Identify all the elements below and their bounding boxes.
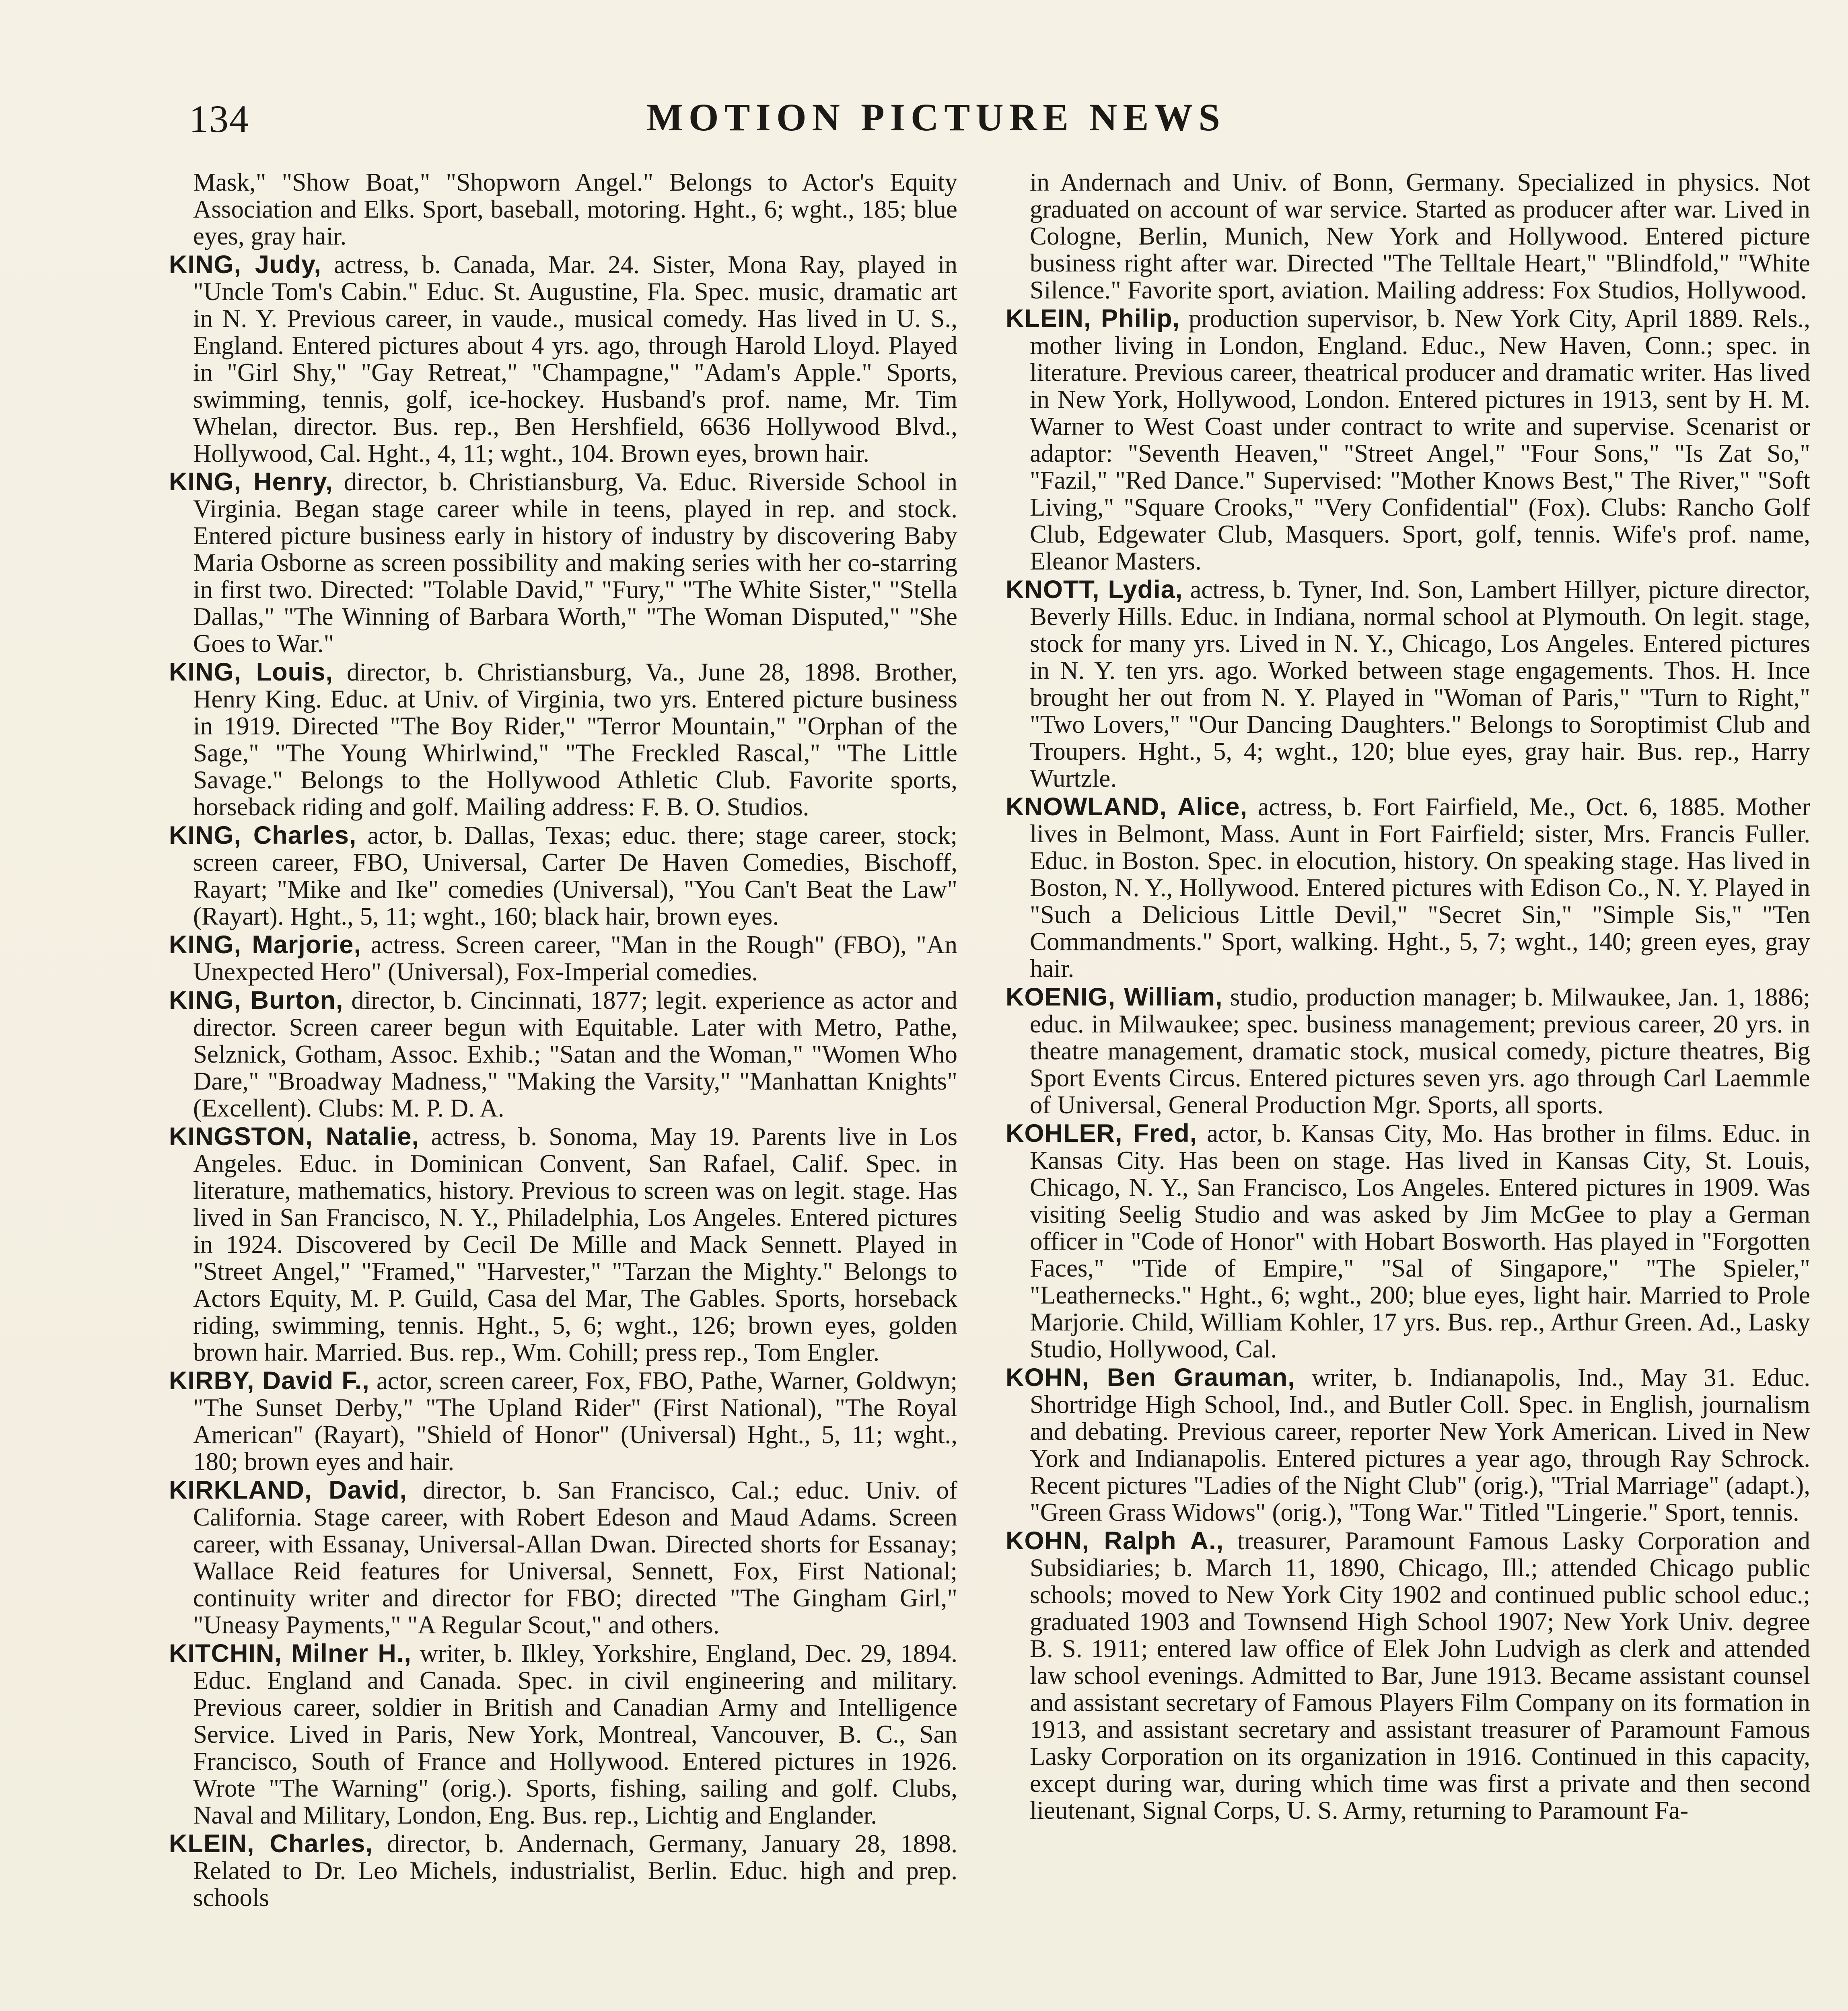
entry-text: writer, b. Ilkley, Yorkshire, England, Dec. 29, 1894. Educ. England and Canada. Spec. in civil engineering and military. Previous career, soldier in British and Canadian Army and Intelligence Service. Lived in Paris, New York, Montreal, Vancouver, B. C., San Francisco, South of France and Hollywood. Entered pictures in 1926. Wrote "The Warning" (orig.). Sports, fishing, sailing and golf. Clubs, Naval and Military, London, Eng. Bus. rep., Lichtig and Englander. (193, 1639, 957, 1829)
entry-name: KIRBY, David F., (169, 1367, 370, 1395)
entry-name: KOHN, Ben Grauman, (1006, 1363, 1295, 1392)
entry-name: KNOWLAND, Alice, (1006, 793, 1248, 821)
running-header-title: MOTION PICTURE NEWS (646, 96, 1226, 139)
biography-entry (169, 469, 957, 657)
entry-text: actress, b. Canada, Mar. 24. Sister, Mona Ray, played in "Uncle Tom's Cabin." Educ. St. Augustine, Fla. Spec. music, dramatic art in N. Y. Previous career, in vaude., musical comedy. Has lived in U. S., England. Entered pictures about 4 yrs. ago, through Harold Lloyd. Played in "Girl Shy," "Gay Retreat," "Champagne," "Adam's Apple." Sports, swimming, tennis, golf, ice-hockey. Husband's prof. name, Mr. Tim Whelan, director. Bus. rep., Ben Hershfield, 6636 Hollywood Blvd., Hollywood, Cal. Hght., 4, 11; wght., 104. Brown eyes, brown hair. (193, 251, 957, 467)
entry-name: KLEIN, Philip, (1006, 304, 1180, 333)
entry-name: KING, Burton, (169, 986, 344, 1014)
biography-entry (1006, 794, 1810, 982)
entry-text: actress, b. Fort Fairfield, Me., Oct. 6, 1885. Mother lives in Belmont, Mass. Aunt in Fort Fairfield; sister, Mrs. Francis Fuller. Educ. in Boston. Spec. in elocution, history. On speaking stage. Has lived in Boston, N. Y., Hollywood. Entered pictures with Edison Co., N. Y. Played in "Such a Delicious Little Devil," "Secret Sin," "Simple Sis," "Ten Commandments." Sport, walking. Hght., 5, 7; wght., 140; green eyes, gray hair. (1030, 793, 1810, 983)
biography-entry (169, 1830, 957, 1911)
entry-name: KNOTT, Lydia, (1006, 576, 1183, 604)
entry-text: Mask," "Show Boat," "Shopworn Angel." Belongs to Actor's Equity Association and Elks. Sport, baseball, motoring. Hght., 6; wght., 185; blue eyes, gray hair. (193, 169, 957, 250)
entry-name: KOHLER, Fred, (1006, 1119, 1198, 1147)
entry-name: KINGSTON, Natalie, (169, 1123, 420, 1151)
biography-entry (1006, 1364, 1810, 1526)
biography-entry (1006, 576, 1810, 792)
entry-name: KING, Judy, (169, 251, 321, 279)
biography-entry (169, 659, 957, 820)
entry-name: KOENIG, William, (1006, 983, 1223, 1011)
biography-entry (169, 1123, 957, 1366)
entry-name: KING, Louis, (169, 658, 333, 686)
entry-name: KOHN, Ralph A., (1006, 1527, 1224, 1555)
entry-name: KLEIN, Charles, (169, 1830, 373, 1858)
entry-text: actor, b. Dallas, Texas; educ. there; stage career, stock; screen career, FBO, Universal, Carter De Haven Comedies, Bischoff, Rayart; "Mike and Ike" comedies (Universal), "You Can't Beat the Law" (Rayart). Hght., 5, 11; wght., 160; black hair, brown eyes. (193, 821, 957, 930)
entry-text: treasurer, Paramount Famous Lasky Corporation and Subsidiaries; b. March 11, 1890, Chicago, Ill.; attended Chicago public schools; moved to New York City 1902 and continued public school educ.; graduated 1903 and Townsend High School 1907; New York Univ. degree B. S. 1911; entered law office of Elek John Ludvigh as clerk and attended law school evenings. Admitted to Bar, June 1913. Became assistant counsel and assistant secretary of Famous Players Film Company on its formation in 1913, and assistant secretary and assistant treasurer of Paramount Famous Lasky Corporation on its organization in 1916. Continued in this capacity, except during war, during which time was first a private and then second lieutenant, Signal Corps, U. S. Army, returning to Paramount Fa- (1030, 1527, 1810, 1824)
biography-entry (1006, 1120, 1810, 1363)
biography-entry (1006, 1528, 1810, 1824)
entry-name: KING, Charles, (169, 821, 357, 849)
entry-text: in Andernach and Univ. of Bonn, Germany. Specialized in physics. Not graduated on account of war service. Started as producer after war. Lived in Cologne, Berlin, Munich, New York and Hollywood. Entered picture business right after war. Directed "The Telltale Heart," "Blindfold," "White Silence." Favorite sport, aviation. Mailing address: Fox Studios, Hollywood. (1030, 169, 1810, 304)
entry-text: director, b. Christiansburg, Va., June 28, 1898. Brother, Henry King. Educ. at Univ. of Virginia, two yrs. Entered picture business in 1919. Directed "The Boy Rider," "Terror Mountain," "Orphan of the Sage," "The Young Whirlwind," "The Freckled Rascal," "The Little Savage." Belongs to the Hollywood Athletic Club. Favorite sports, horseback riding and golf. Mailing address: F. B. O. Studios. (193, 658, 957, 821)
entry-text: actor, b. Kansas City, Mo. Has brother in films. Educ. in Kansas City. Has been on stage. Has lived in Kansas City, St. Louis, Chicago, N. Y., San Francisco, Los Angeles. Entered pictures in 1909. Was visiting Seelig Studio and was asked by Jim McGee to play a German officer in "Code of Honor" with Hobart Bosworth. Has played in "Forgotten Faces," "Tide of Empire," "Sal of Singapore," "The Spieler," "Leathernecks." Hght., 6; wght., 200; blue eyes, light hair. Married to Prole Marjorie. Child, William Kohler, 17 yrs. Bus. rep., Arthur Green. Ad., Lasky Studio, Hollywood, Cal. (1030, 1119, 1810, 1363)
entry-continuation (169, 169, 957, 250)
entry-text: actress, b. Sonoma, May 19. Parents live in Los Angeles. Educ. in Dominican Convent, San Rafael, Calif. Spec. in literature, mathematics, history. Previous to screen was on legit. stage. Has lived in San Francisco, N. Y., Philadelphia, Los Angeles. Entered pictures in 1924. Discovered by Cecil De Mille and Mack Sennett. Played in "Street Angel," "Framed," "Harvester," "Tarzan the Mighty." Belongs to Actors Equity, M. P. Guild, Casa del Mar, The Gables. Sports, horseback riding, swimming, tennis. Hght., 5, 6; wght., 126; brown eyes, golden brown hair. Married. Bus. rep., Wm. Cohill; press rep., Tom Engler. (193, 1123, 957, 1366)
entry-text: director, b. San Francisco, Cal.; educ. Univ. of California. Stage career, with Robert Edeson and Maud Adams. Screen career, with Essanay, Universal-Allan Dwan. Directed shorts for Essanay; Wallace Reid features for Universal, Sennett, Fox, First National; continuity writer and director for FBO; directed "The Gingham Girl," "Uneasy Payments," "A Regular Scout," and others. (193, 1476, 957, 1639)
left-column (169, 169, 957, 2011)
biography-entry (169, 931, 957, 985)
biography-entry (169, 822, 957, 930)
entry-text: director, b. Cincinnati, 1877; legit. experience as actor and director. Screen career begun with Equitable. Later with Metro, Pathe, Selznick, Gotham, Assoc. Exhib.; "Satan and the Woman," "Women Who Dare," "Broadway Madness," "Making the Varsity," "Manhattan Knights" (Excellent). Clubs: M. P. D. A. (193, 986, 957, 1122)
biography-entry (169, 987, 957, 1122)
entry-name: KITCHIN, Milner H., (169, 1639, 412, 1668)
right-column (1006, 169, 1810, 2011)
entry-text: actress, b. Tyner, Ind. Son, Lambert Hillyer, picture director, Beverly Hills. Educ. in Indiana, normal school at Plymouth. On legit. stage, stock for many yrs. Lived in N. Y., Chicago, Los Angeles. Entered pictures in N. Y. ten yrs. ago. Worked between stage engagements. Thos. H. Ince brought her out from N. Y. Played in "Woman of Paris," "Turn to Right," "Two Lovers," "Our Dancing Daughters." Belongs to Soroptimist Club and Troupers. Hght., 5, 4; wght., 120; blue eyes, gray hair. Bus. rep., Harry Wurtzle. (1030, 576, 1810, 792)
entry-text: director, b. Christiansburg, Va. Educ. Riverside School in Virginia. Began stage career while in teens, played in rep. and stock. Entered picture business early in history of industry by discovering Baby Maria Osborne as screen possibility and making series with her co-starring in first two. Directed: "Tolable David," "Fury," "The White Sister," "Stella Dallas," "The Winning of Barbara Worth," "The Woman Disputed," "She Goes to War." (193, 468, 957, 658)
biography-entry (1006, 984, 1810, 1119)
biography-entry (1006, 305, 1810, 575)
entry-text: actress. Screen career, "Man in the Rough" (FBO), "An Unexpected Hero" (Universal), Fox-Imperial comedies. (193, 931, 957, 986)
entry-text: studio, production manager; b. Milwaukee, Jan. 1, 1886; educ. in Milwaukee; spec. business management; previous career, 20 yrs. in theatre management, dramatic stock, musical comedy, picture theatres, Big Sport Events Circus. Entered pictures seven yrs. ago through Carl Laemmle of Universal, General Production Mgr. Sports, all sports. (1030, 983, 1810, 1119)
entry-continuation (1006, 169, 1810, 304)
entry-text: production supervisor, b. New York City, April 1889. Rels., mother living in London, England. Educ., New Haven, Conn.; spec. in literature. Previous career, theatrical producer and dramatic writer. Has lived in New York, Hollywood, London. Entered pictures in 1913, sent by H. M. Warner to West Coast under contract to write and supervise. Scenarist or adaptor: "Seventh Heaven," "Street Angel," "Four Sons," "Is Zat So," "Fazil," "Red Dance." Supervised: "Mother Knows Best," The River," "Soft Living," "Square Crooks," "Very Confidential" (Fox). Clubs: Rancho Golf Club, Edgewater Club, Masquers. Sport, golf, tennis. Wife's prof. name, Eleanor Masters. (1030, 304, 1810, 575)
page-number: 134 (189, 97, 249, 140)
entry-text: writer, b. Indianapolis, Ind., May 31. Educ. Shortridge High School, Ind., and Butler Coll. Spec. in English, journalism and debating. Previous career, reporter New York American. Lived in New York and Indianapolis. Entered pictures a year ago, through Ray Schrock. Recent pictures "Ladies of the Night Club" (orig.), "Trial Marriage" (adapt.), "Green Grass Widows" (orig.), "Tong War." Titled "Lingerie." Sport, tennis. (1030, 1363, 1810, 1526)
entry-name: KIRKLAND, David, (169, 1476, 407, 1504)
biography-entry (169, 1640, 957, 1829)
entry-name: KING, Henry, (169, 468, 333, 496)
biography-entry (169, 1367, 957, 1475)
entry-text: director, b. Andernach, Germany, January 28, 1898. Related to Dr. Leo Michels, industrialist, Berlin. Educ. high and prep. schools (193, 1830, 957, 1912)
entry-name: KING, Marjorie, (169, 931, 361, 959)
biography-entry (169, 1477, 957, 1639)
biography-entry (169, 251, 957, 467)
entry-text: actor, screen career, Fox, FBO, Pathe, Warner, Goldwyn; "The Sunset Derby," "The Upland Rider" (First National), "The Royal American" (Rayart), "Shield of Honor" (Universal) Hght., 5, 11; wght., 180; brown eyes and hair. (193, 1367, 957, 1476)
